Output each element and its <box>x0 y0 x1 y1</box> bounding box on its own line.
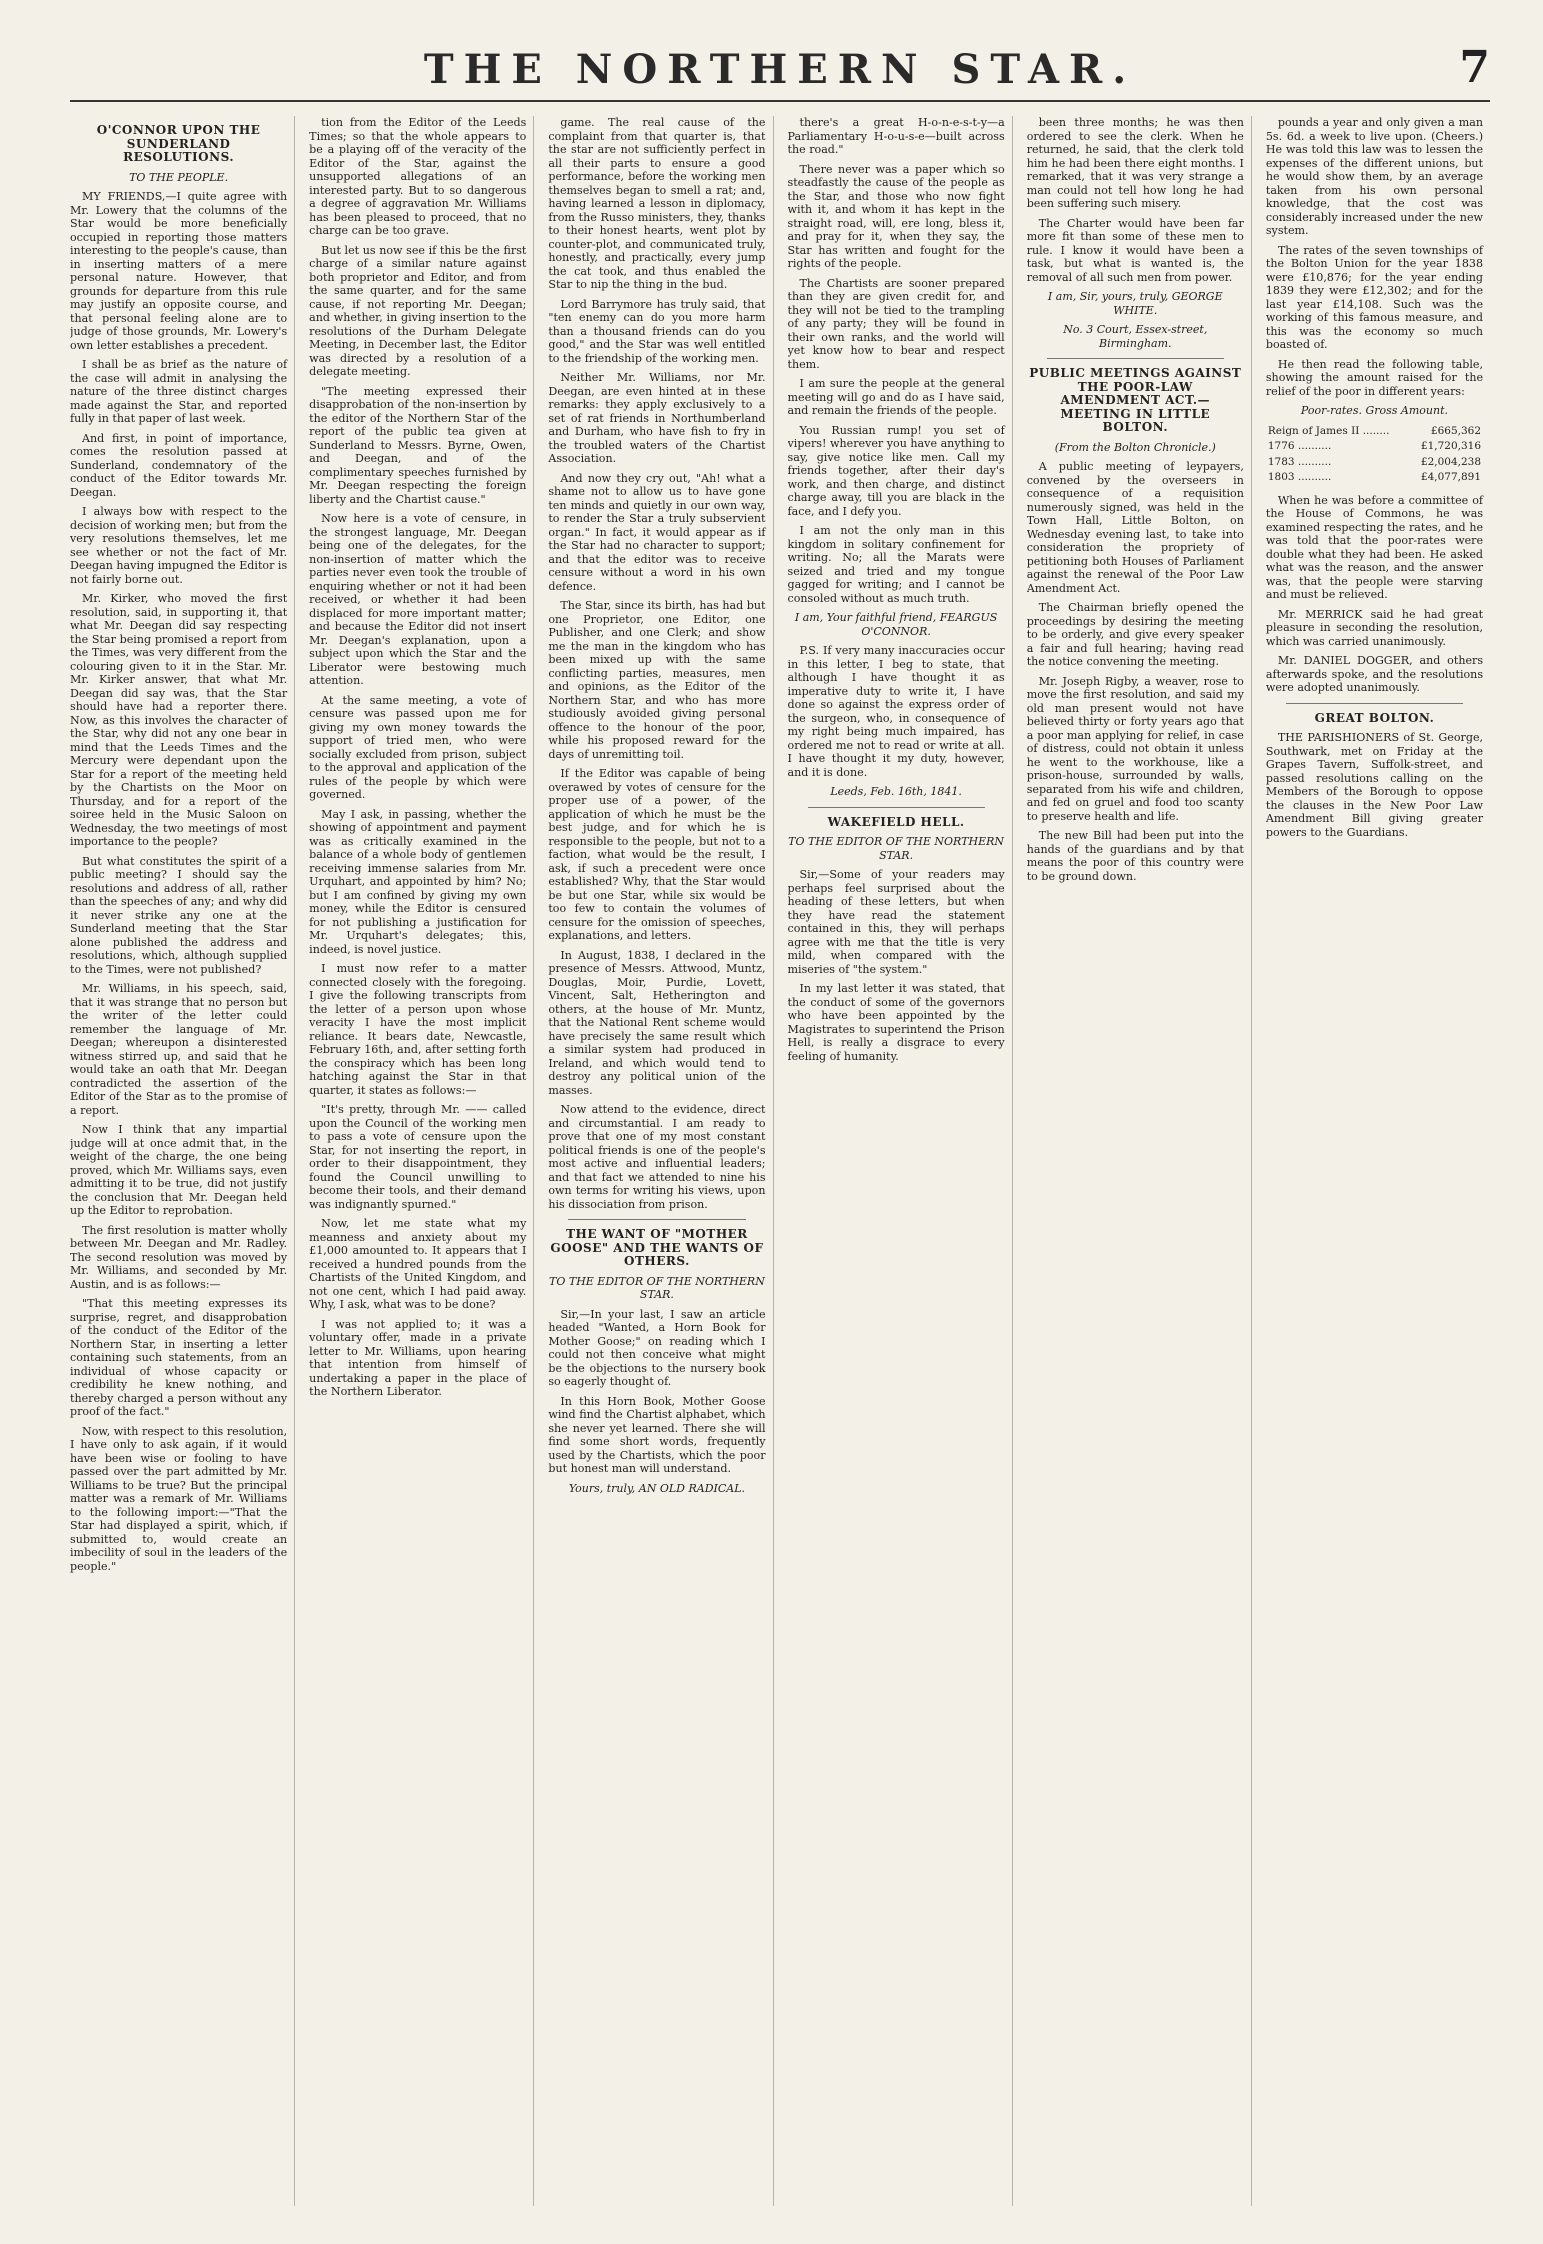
section-divider <box>808 807 985 808</box>
table-cell-value: £2,004,238 <box>1420 455 1482 468</box>
table-cell-label: 1803 .......... <box>1267 471 1332 483</box>
table-row <box>1266 424 1483 440</box>
paragraph: I was not applied to; it was a voluntary offer, made in a private letter to Mr. Williams, upon hearing that intention from himself of undertaking a paper in the place of the Northern Liberator. <box>309 1317 527 1398</box>
section-divider <box>1286 703 1463 704</box>
paragraph: At the same meeting, a vote of censure was passed upon me for giving my own money towards the support of tried men, who were socially excluded from prison, subject to the approval and application of the rules of the people by which were governed. <box>309 693 527 801</box>
paragraph: The Chartists are sooner prepared than they are given credit for, and they will not be tied to the trampling of any party; they will be found in their own ranks, and the world will yet know how to bear and respect them. <box>787 276 1005 371</box>
letter-address: No. 3 Court, Essex-street, Birmingham. <box>1063 323 1208 350</box>
paragraph: P.S. If very many inaccuracies occur in this letter, I beg to state, that although I have thought it as imperative duty to write it, I have done so against the express order of the surgeon, who, in consequence of my right being much impaired, has ordered me not to read or write at all. I have thought it my duty, however, and it is done. <box>787 644 1005 779</box>
paragraph: I shall be as brief as the nature of the case will admit in analysing the nature of the three distinct charges made against the Star, and reported fully in that paper of last week. <box>70 358 288 425</box>
paragraph: Sir,—Some of your readers may perhaps feel surprised about the heading of these letters, but when they have read the statement contained in this, they will perhaps agree with me that the title is very mild, when compared with the miseries of "the system." <box>787 868 1005 976</box>
letter-signoff: Yours, truly, AN OLD RADICAL. <box>568 1481 746 1495</box>
paragraph: Mr. Kirker, who moved the first resolution, said, in supporting it, that what Mr. Deegan did say respecting the Star being promised a report from the Times, was very different from the colouring given to it in the Star. Mr. Mr. Kirker answer, that what Mr. Deegan did say was, that the Star should have had a reporter there. Now, as this involves the character of the Star, why did not any one bear in mind that the Leeds Times and the Mercury were dependant upon the Star for a report of the meeting held by the Chartists on the Moor on Thursday, and for a report of the soiree held in the Music Saloon on Wednesday, the two meetings of most importance to the people? <box>70 592 288 848</box>
notice-heading: GREAT BOLTON. <box>1314 710 1435 725</box>
letter-date: Leeds, Feb. 16th, 1841. <box>830 785 962 798</box>
paragraph: Mr. DANIEL DOGGER, and others afterwards spoke, and the resolutions were adopted unanimously. <box>1265 654 1484 694</box>
column-3 <box>548 116 773 2206</box>
paragraph: The first resolution is matter wholly between Mr. Deegan and Mr. Radley. The second resolution was moved by Mr. Williams, and seconded by Mr. Austin, and is as follows:— <box>70 1223 288 1291</box>
paragraph: Now attend to the evidence, direct and circumstantial. I am ready to prove that one of my most constant political friends is one of the people's most active and influential leaders; and that fact we attended to nine his own terms for writing his views, upon his dissociation from prison. <box>548 1103 766 1211</box>
paragraph: "The meeting expressed their disapprobation of the non-insertion by the editor of the Northern Star of the report of the public tea given at Sunderland to Messrs. Byrne, Owen, and Deegan, and of the complimentary speeches furnished by Mr. Deegan respecting the foreign liberty and the Chartist cause." <box>309 384 527 506</box>
article-subheading: TO THE PEOPLE. <box>129 170 229 184</box>
paragraph: When he was before a committee of the House of Commons, he was examined respecting the rates, and he was told that the poor-rates were double what they had been. He asked what was the reason, and the answer was, that the people were starving and must be relieved. <box>1265 493 1484 601</box>
paragraph: I must now refer to a matter connected closely with the foregoing. I give the following transcripts from the letter of a person upon whose veracity I have the most implicit reliance. It bears date, Newcastle, February 16th, and, after setting forth the conspiracy which has been long hatching against the Star in that quarter, it states as follows:— <box>309 962 527 1097</box>
paragraph: The Star, since its birth, has had but one Proprietor, one Editor, one Publisher, and one Clerk; and show me the man in the kingdom who has been mixed up with the same conflicting parties, measures, men and opinions, as the Editor of the Northern Star, and who has more studiously avoided giving personal offence to the honour of the poor, while his proposed reward for the days of unremitting toil. <box>548 599 766 761</box>
letter-heading: WAKEFIELD HELL. <box>827 814 965 829</box>
paragraph: But what constitutes the spirit of a public meeting? I should say the resolutions and address of all, rather than the speeches of any; and why did it never strike any one at the Sunderland meeting that the Star alone published the address and resolutions, which, although supplied to the Times, were not published? <box>70 854 288 976</box>
paragraph: The new Bill had been put into the hands of the guardians and by that means the poor of this country were to be ground down. <box>1026 829 1244 883</box>
article-columns <box>70 116 1490 2206</box>
paragraph: A public meeting of leypayers, convened by the overseers in consequence of a requisition numerously signed, was held in the Town Hall, Little Bolton, on Wednesday evening last, to take into consideration the propriety of petitioning both Houses of Parliament against the renewal of the Poor Law Amendment Act. <box>1026 460 1244 595</box>
paragraph: I always bow with respect to the decision of working men; but from the very resolutions themselves, let me see whether or not the fact of Mr. Deegan having impugned the Editor is not fairly borne out. <box>70 505 288 586</box>
table-row <box>1266 455 1483 471</box>
table-cell-value: £665,362 <box>1430 424 1482 437</box>
letter-heading: THE WANT OF "MOTHER GOOSE" AND THE WANTS OF OTHERS. <box>550 1227 764 1268</box>
paragraph: If the Editor was capable of being overawed by votes of censure for the proper use of a power, of the application of which he must be the best judge, and for which he is responsible to the people, but not to a faction, what would be the result, I ask, if such a precedent were once established? Why, that the Star would be but one Star, while six would be too few to contain the volumes of censure for the omission of speeches, explanations, and letters. <box>548 767 766 942</box>
paragraph: Now, with respect to this resolution, I have only to ask again, if it would have been wise or fooling to have passed over the part admitted by Mr. Williams to be true? But the principal matter was a remark of Mr. Williams to the following import:—"That the Star had displayed a spirit, which, if submitted to, would create an imbecility of soul in the leaders of the people." <box>70 1424 288 1573</box>
masthead <box>70 40 1490 102</box>
paragraph: In my last letter it was stated, that the conduct of some of the governors who have been appointed by the Magistrates to superintend the Prison Hell, is really a disgrace to every feeling of humanity. <box>787 982 1005 1063</box>
paragraph: "It's pretty, through Mr. —— called upon the Council of the working men to pass a vote of censure upon the Star, for not inserting the report, in order to their disappointment, they found the Council unwilling to become their tools, and their demand was indignantly spurned." <box>309 1103 527 1211</box>
paragraph: In this Horn Book, Mother Goose wind find the Chartist alphabet, which she never yet learned. There she will find some short words, frequently used by the Chartists, which the poor but honest man will understand. <box>548 1394 766 1475</box>
column-2 <box>309 116 534 2206</box>
table-title: Poor-rates. Gross Amount. <box>1300 404 1448 417</box>
paragraph: The rates of the seven townships of the Bolton Union for the year 1838 were £10,876; for the year ending 1839 they were £12,302; and for the last year £14,108. Such was the working of this famous measure, and this was the economy so much boasted of. <box>1265 243 1484 351</box>
paragraph: THE PARISHIONERS of St. George, Southwark, met on Friday at the Grapes Tavern, Suffolk-street, and passed resolutions calling on the Members of the Borough to oppose the clauses in the New Poor Law Amendment Bill giving greater powers to the Guardians. <box>1265 731 1484 839</box>
paragraph: Now I think that any impartial judge will at once admit that, in the weight of the charge, the one being proved, which Mr. Williams says, even admitting it to be true, did not justify the conclusion that Mr. Deegan held up the Editor to reprobation. <box>70 1123 288 1217</box>
letter-salutation-heading: TO THE EDITOR OF THE NORTHERN STAR. <box>549 1274 765 1301</box>
paragraph: Sir,—In your last, I saw an article headed "Wanted, a Horn Book for Mother Goose;" on reading which I could not then conceive what might be the objections to the nursery book so eagerly thought of. <box>548 1307 766 1388</box>
paragraph: And first, in point of importance, comes the resolution passed at Sunderland, condemnatory of the conduct of the Editor towards Mr. Deegan. <box>70 431 288 499</box>
column-4 <box>788 116 1013 2206</box>
article-heading: O'CONNOR UPON THE SUNDERLAND RESOLUTIONS. <box>96 123 261 164</box>
table-cell-value: £4,077,891 <box>1420 471 1482 483</box>
paragraph: game. The real cause of the complaint from that quarter is, that the star are not sufficiently perfect in all their parts to ensure a good performance, before the working men themselves began to smell a rat; and, having learned a lesson in diplomacy, from the Russo ministers, they, thanks to their honest hearts, went plot by counter-plot, and communicated truly, honestly, and practically, every jump the cat took, and thus enabled the Star to nip the thing in the bud. <box>548 116 766 291</box>
paragraph: Mr. MERRICK said he had great pleasure in seconding the resolution, which was carried unanimously. <box>1265 607 1484 648</box>
paragraph: pounds a year and only given a man 5s. 6d. a week to live upon. (Cheers.) He was told this law was to lessen the expenses of the different unions, but he would show them, by an average taken from his own personal knowledge, that the cost was considerably increased under the new system. <box>1265 116 1484 237</box>
paragraph: Lord Barrymore has truly said, that "ten enemy can do you more harm than a thousand friends can do you good," and the Star was well entitled to the friendship of the working men. <box>548 297 766 365</box>
column-6 <box>1266 116 1490 2206</box>
page-number: 7 <box>1459 42 1490 93</box>
paragraph: You Russian rump! you set of vipers! wherever you have anything to say, give notice like men. Call my friends together, after their day's work, and then charge, and distinct charge away, till you are black in the face, and I defy you. <box>787 423 1005 518</box>
newspaper-title: THE NORTHERN STAR. <box>423 46 1137 93</box>
table-row <box>1266 470 1483 486</box>
table-cell-label: Reign of James II ........ <box>1267 424 1390 437</box>
paragraph: Mr. Williams, in his speech, said, that it was strange that no person but the writer of the letter could remember the language of Mr. Deegan; whereupon a disinterested witness stirred up, and said that he would take an oath that Mr. Deegan contradicted the assertion of the Editor of the Star as to the promise of a report. <box>70 982 288 1117</box>
paragraph: He then read the following table, showing the amount raised for the relief of the poor in different years: <box>1265 357 1484 398</box>
paragraph: "That this meeting expresses its surprise, regret, and disapprobation of the conduct of the Editor of the Northern Star, in inserting a letter containing such statements, from an individual of whose capacity or credibility he knew nothing, and thereby charged a person without any proof of the fact." <box>70 1297 288 1418</box>
letter-signature: I am, Your faithful friend, FEARGUS O'CONNOR. <box>794 611 998 638</box>
paragraph: Now, let me state what my meanness and anxiety about my £1,000 amounted to. It appears that I received a hundred pounds from the Chartists of the United Kingdom, and not one cent, which I had paid away. Why, I ask, what was to be done? <box>309 1217 527 1311</box>
table-cell-label: 1783 .......... <box>1267 455 1332 468</box>
paragraph: May I ask, in passing, whether the showing of appointment and payment was as critically examined in the balance of a whole body of gentlemen receiving immense salaries from Mr. Urquhart, and appointed by him? No; but I am confined by giving my own money, while the Editor is censured for not publishing a justification for Mr. Urquhart's delegates; this, indeed, is novel justice. <box>309 807 527 956</box>
letter-salutation-heading: TO THE EDITOR OF THE NORTHERN STAR. <box>788 835 1005 862</box>
table-cell-value: £1,720,316 <box>1420 440 1482 452</box>
paragraph: been three months; he was then ordered to see the clerk. When he returned, he said, that the clerk told him he had been there eight months. I remarked, that it was very strange a man could not tell how long he had been suffering such misery. <box>1026 116 1244 210</box>
column-5 <box>1027 116 1252 2206</box>
table-cell-label: 1776 .......... <box>1267 440 1332 452</box>
letter-signature: I am, Sir, yours, truly, GEORGE WHITE. <box>1047 290 1223 317</box>
article-heading: PUBLIC MEETINGS AGAINST THE POOR-LAW AMENDMENT ACT.—MEETING IN LITTLE BOLTON. <box>1029 366 1242 434</box>
paragraph: tion from the Editor of the Leeds Times; so that the whole appears to be a playing off of the veracity of the Editor of the Star, against the unsupported allegations of an interested party. But to so dangerous a degree of aggravation Mr. Williams has been pleased to proceed, that no charge can be too grave. <box>309 116 527 237</box>
paragraph: There never was a paper which so steadfastly the cause of the people as the Star, and those who now fight with it, and whom it has kept in the straight road, will, ere long, bless it, and pray for it, when they say, the Star has written and fought for the rights of the people. <box>787 162 1005 270</box>
article-source: (From the Bolton Chronicle.) <box>1054 440 1216 454</box>
paragraph: Neither Mr. Williams, nor Mr. Deegan, are even hinted at in these remarks: they apply exclusively to a set of rat friends in Northumberland and Durham, who have fish to fry in the troubled waters of the Chartist Association. <box>548 371 766 465</box>
column-1 <box>70 116 295 2206</box>
paragraph: The Charter would have been far more fit than some of these men to rule. I know it would have been a task, but what is wanted is, the removal of all such men from power. <box>1026 216 1244 284</box>
paragraph: The Chairman briefly opened the proceedings by desiring the meeting to be orderly, and give every speaker a fair and full hearing; having read the notice convening the meeting. <box>1026 601 1244 668</box>
paragraph: I am not the only man in this kingdom in solitary confinement for writing. No; all the Marats were seized and tried and my tongue gagged for writing; and I cannot be consoled without as much truth. <box>787 524 1005 605</box>
section-divider <box>1047 358 1224 359</box>
section-divider <box>568 1219 745 1220</box>
paragraph: there's a great H-o-n-e-s-t-y—a Parliamentary H-o-u-s-e—built across the road." <box>787 116 1005 156</box>
paragraph: And now they cry out, "Ah! what a shame not to allow us to have gone ten minds and quietly in our own way, to render the Star a truly subservient organ." In fact, it would appear as if the Star had no character to support; and that the editor was to receive censure without a word in his own defence. <box>548 471 766 593</box>
paragraph: I am sure the people at the general meeting will go and do as I have said, and remain the friends of the people. <box>787 377 1005 417</box>
paragraph: But let us now see if this be the first charge of a similar nature against both proprietor and Editor, and from the same quarter, and for the same cause, if not reporting Mr. Deegan; and whether, in giving insertion to the resolutions of the Durham Delegate Meeting, in December last, the Editor was directed by a resolution of a delegate meeting. <box>309 243 527 378</box>
paragraph: MY FRIENDS,—I quite agree with Mr. Lowery that the columns of the Star would be more beneficially occupied in reporting those matters interesting to the people's cause, than in inserting matters of a mere personal nature. However, that grounds for departure from this rule may justify an opposite course, and that personal feeling alone are to judge of those grounds, Mr. Lowery's own letter establishes a precedent. <box>70 190 288 352</box>
paragraph: Mr. Joseph Rigby, a weaver, rose to move the first resolution, and said my old man present would not have believed thirty or forty years ago that a poor man applying for relief, in case of distress, could not obtain it unless he went to the workhouse, like a prison-house, surrounded by walls, separated from his wife and children, and fed on gruel and food too scanty to preserve health and life. <box>1026 674 1244 823</box>
poor-rates-table <box>1266 424 1483 486</box>
paragraph: Now here is a vote of censure, in the strongest language, Mr. Deegan being one of the delegates, for the non-insertion of matter which the parties never even took the trouble of enquiring whether or not it had been received, or whether it had been displaced for more important matter; and because the Editor did not insert Mr. Deegan's explanation, upon a subject upon which the Star and the Liberator were bestowing much attention. <box>309 512 527 687</box>
table-row <box>1266 439 1483 455</box>
paragraph: In August, 1838, I declared in the presence of Messrs. Attwood, Muntz, Douglas, Moir, Purdie, Lovett, Vincent, Salt, Hetherington and others, at the house of Mr. Muntz, that the National Rent scheme would have precisely the same result which a similar system had produced in Ireland, and which would tend to destroy any political union of the masses. <box>548 948 766 1097</box>
